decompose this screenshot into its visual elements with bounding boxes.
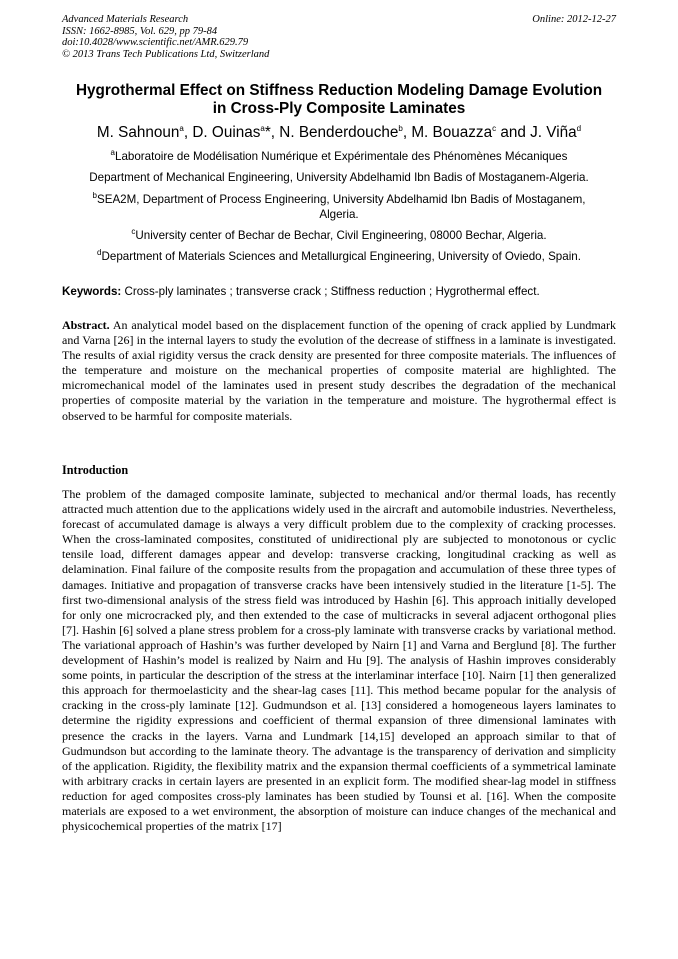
abstract-text: An analytical model based on the displacement function of the opening of crack applied by Lundmark and Varna [26] in the internal layers to study the evolution of the decrease of stiffness in a laminate is investigated. The results of axial rigidity versus the crack density are presented for three composite materials. The influences of the temperature and moisture on the mechanical properties of composite material are highlighted. The micromechanical model of the laminates used in present study describes the degradation of the mechanical properties of composite material by the variation in the temperature and moisture. The hygrothermal effect is observed to be harmful for composite materials. xyxy=(62,318,616,423)
author: J. Viña$^d$ xyxy=(530,123,582,141)
affiliation-a: $^a$Laboratoire de Modélisation Numérique et Expérimentale des Phénomènes Mécaniques xyxy=(110,148,568,163)
abstract xyxy=(62,318,616,424)
journal-header xyxy=(62,14,616,60)
affiliation-d: $^d$Department of Materials Sciences and Metallurgical Engineering, University of Oviedo, Spain. xyxy=(97,248,581,263)
affiliation-a-department: Department of Mechanical Engineering, University Abdelhamid Ibn Badis of Mostaganem-Algeria. xyxy=(89,171,589,184)
paper-title xyxy=(62,82,616,118)
online-date: Online: 2012-12-27 xyxy=(532,14,616,25)
copyright-line: © 2013 Trans Tech Publications Ltd, Switzerland xyxy=(62,48,270,60)
author-list xyxy=(62,124,616,142)
abstract-label: Abstract. xyxy=(62,318,110,332)
author: M. Sahnoun$^a$, xyxy=(96,123,193,141)
keywords xyxy=(62,284,616,299)
introduction-heading: Introduction xyxy=(62,463,129,477)
title-line-1: Hygrothermal Effect on Stiffness Reduction Modeling Damage Evolution xyxy=(75,82,603,99)
author: D. Ouinas$^a$*, xyxy=(192,123,280,141)
issn-line: ISSN: 1662-8985, Vol. 629, pp 79-84 xyxy=(62,25,218,37)
author: N. Benderdouche$^b$, xyxy=(279,123,412,141)
keywords-text: Cross-ply laminates ; transverse crack ; Stiffness reduction ; Hygrothermal effect. xyxy=(121,285,540,298)
affiliation-b: $^b$SEA2M, Department of Process Engineering, University Abdelhamid Ibn Badis of Mostaganem, Algeria. xyxy=(92,191,586,221)
keywords-label: Keywords: xyxy=(62,285,122,298)
journal-name: Advanced Materials Research xyxy=(62,14,189,25)
title-line-2: in Cross-Ply Composite Laminates xyxy=(212,100,466,117)
introduction-text: The problem of the damaged composite laminate, subjected to mechanical and/or thermal loads, has recently attracted much attention due to the applications widely used in the aircraft and automobile industries. Nevertheless, forecast of accumulated damage is always a very difficult problem due to the complexity of cracking processes. When the cross-laminated composites, constituted of unidirectional ply are subjected to monotonous or cyclic tensile load, different damages appear and develop: transverse cracking, longitudinal cracking as well as delamination. Final failure of the composite results from the propagation and accumulation of these three types of damages. Initiative and propagation of transverse cracks have been intensively studied in the literature [1-5]. The first two-dimensional analysis of the stress field was introduced by Hashin [6]. This approach initially developed for only one microcracked ply, and then extended to the case of multicracks in several adjacent orthogonal plies [7]. Hashin [6] solved a plane stress problem for a cross-ply laminate with transverse cracks by variational method. The variational approach of Hashin’s was further developed by Nairn [1] and Varna and Berglund [8]. The further development of Hashin’s model is realized by Nairn and Hu [9]. The analysis of Hashin improves considerably some points, in particular the description of the stress at the interlaminar interface [10]. Nairn [1] then generalized this approach for thermoelasticity and the shear-lag cases [11]. This method became popular for the analysis of cracking in the cross-ply laminate [12]. Gudmundson et al. [13] considered a homogeneous layers laminates to determine the rigidity expressions and coefficient of thermal expansion of three dimensional laminates with presence the cracks in the layers. Varna and Lundmark [14,15] developed an approach similar to that of Gudmundson but according to the laminate theory. The advantage is the transparency of derivation and simplicity of the application. Rigidity, the flexibility matrix and the expansion thermal coefficients of a symmetrical laminate with arbitrary cracks in certain layers are presented in an explicit form. The modified shear-lag model in stiffness reduction for aged composites cross-ply laminates has been studied by Tounsi et al. [16]. When the composite materials are exposed to a wet environment, the absorption of moisture can induce changes of the mechanical and physicochemical properties of the matrix [17] xyxy=(62,487,616,834)
author: M. Bouazza$^c$ and xyxy=(411,123,531,141)
doi-line: doi:10.4028/www.scientific.net/AMR.629.79 xyxy=(62,37,249,49)
affiliation-c: $^c$University center of Bechar de Bechar, Civil Engineering, 08000 Bechar, Algeria. xyxy=(131,227,547,242)
